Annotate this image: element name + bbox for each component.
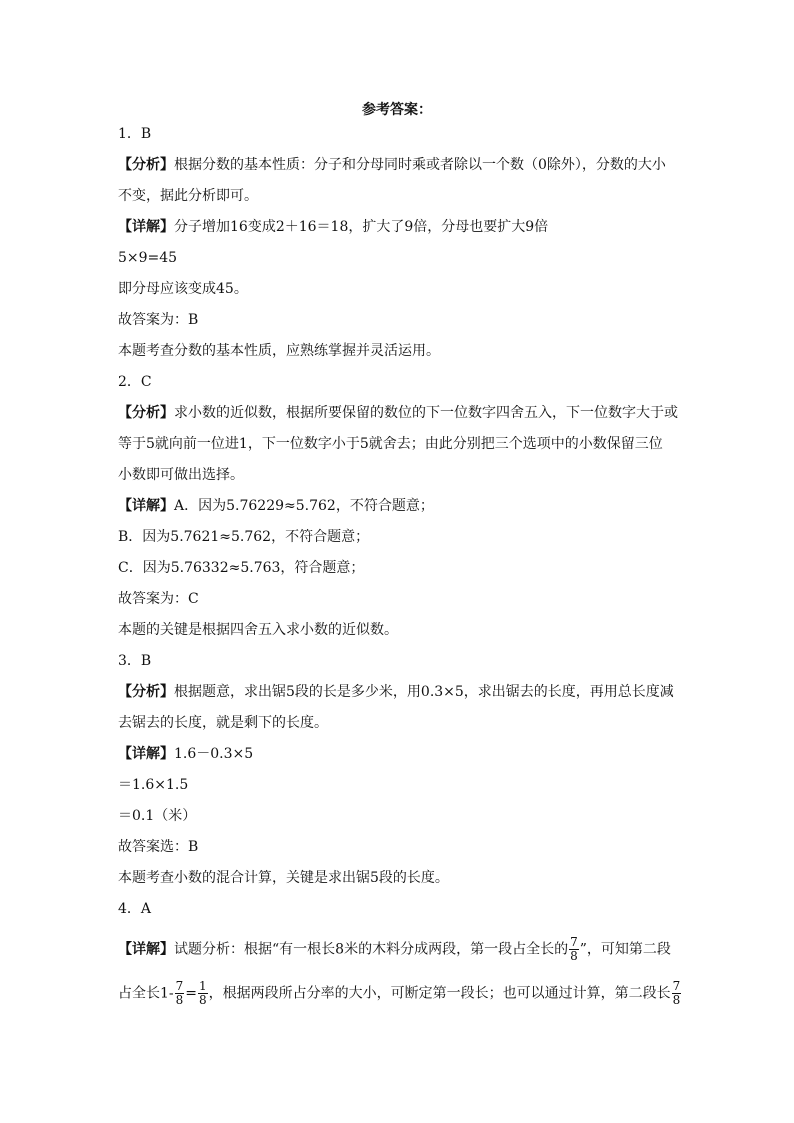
q2-analysis-line-3: 小数即可做出选择。 bbox=[118, 467, 244, 483]
q2-detail-a-text: A．因为5.76229≈5.762，不符合题意； bbox=[174, 498, 434, 514]
q3-answer: 故答案选：B bbox=[118, 839, 199, 855]
fraction-denominator: 8 bbox=[672, 993, 681, 1007]
fraction-numerator: 1 bbox=[199, 979, 207, 993]
q3-detail-line bbox=[118, 744, 678, 764]
analysis-tag: 【分析】 bbox=[118, 405, 174, 421]
fraction-seven-eighths bbox=[175, 980, 185, 1007]
fraction-one-eighth bbox=[198, 980, 208, 1007]
q3-header: 3．B bbox=[118, 653, 152, 669]
fraction-numerator: 7 bbox=[570, 935, 578, 949]
q4-detail-text-post: ”，可知第二段 bbox=[579, 941, 671, 958]
q2-analysis-line-1 bbox=[118, 403, 678, 423]
detail-tag: 【详解】 bbox=[118, 746, 174, 762]
q2-summary: 本题的关键是根据四舍五入求小数的近似数。 bbox=[118, 622, 398, 638]
q2-answer: 故答案为：C bbox=[118, 591, 199, 607]
fraction-denominator: 8 bbox=[175, 993, 184, 1007]
q3-step-2: ＝1.6×1.5 bbox=[118, 777, 189, 793]
q4-header: 4．A bbox=[118, 901, 152, 917]
analysis-tag: 【分析】 bbox=[118, 684, 174, 700]
page-title: 参考答案： bbox=[362, 102, 432, 118]
q1-answer: 故答案为：B bbox=[118, 312, 199, 328]
fraction-seven-eighths bbox=[569, 936, 579, 963]
q1-header: 1．B bbox=[118, 126, 152, 142]
q4-detail-l2-pre: 占全长1- bbox=[118, 985, 174, 1002]
q4-detail-l2-mid: ，根据两段所占分率的大小，可断定第一段长；也可以通过计算，第二段长 bbox=[208, 985, 671, 1002]
q3-detail-text: 1.6－0.3×5 bbox=[174, 746, 254, 762]
detail-tag: 【详解】 bbox=[118, 941, 174, 958]
fraction-denominator: 8 bbox=[570, 949, 578, 963]
equals-sign: = bbox=[185, 985, 198, 1002]
q1-detail-text: 分子增加16变成2＋16＝18，扩大了9倍，分母也要扩大9倍 bbox=[174, 219, 549, 235]
q2-detail-c: C．因为5.76332≈5.763，符合题意； bbox=[118, 560, 365, 576]
detail-tag: 【详解】 bbox=[118, 498, 174, 514]
fraction-numerator: 7 bbox=[672, 979, 681, 993]
q1-calc: 5×9=45 bbox=[118, 250, 178, 266]
q2-analysis-line-2: 等于5就向前一位进1，下一位数字小于5就舍去；由此分别把三个选项中的小数保留三位 bbox=[118, 436, 663, 452]
q2-detail-a bbox=[118, 496, 678, 516]
fraction-seven-eighths bbox=[672, 980, 682, 1007]
q3-summary: 本题考查小数的混合计算，关键是求出锯5段的长度。 bbox=[118, 870, 449, 886]
q4-detail-line-2 bbox=[118, 979, 681, 1007]
fraction-numerator: 7 bbox=[175, 979, 184, 993]
q4-detail-text-pre: 试题分析：根据“有一根长8米的木料分成两段，第一段占全长的 bbox=[174, 941, 569, 958]
q2-detail-b: B．因为5.7621≈5.762，不符合题意； bbox=[118, 529, 370, 545]
q3-step-3: ＝0.1（米） bbox=[118, 808, 197, 824]
q1-analysis-text: 根据分数的基本性质：分子和分母同时乘或者除以一个数（0除外），分数的大小 bbox=[174, 157, 666, 173]
q1-summary: 本题考查分数的基本性质，应熟练掌握并灵活运用。 bbox=[118, 343, 440, 359]
q1-analysis-line-2: 不变，据此分析即可。 bbox=[118, 188, 258, 204]
q2-header: 2．C bbox=[118, 374, 152, 390]
q3-analysis-line-2: 去锯去的长度，就是剩下的长度。 bbox=[118, 715, 328, 731]
q2-analysis-text: 求小数的近似数，根据所要保留的数位的下一位数字四舍五入，下一位数字大于或 bbox=[174, 405, 678, 421]
q1-analysis-line-1 bbox=[118, 155, 678, 175]
q1-detail-line bbox=[118, 217, 678, 237]
q3-analysis-text: 根据题意，求出锯5段的长是多少米，用0.3×5，求出锯去的长度，再用总长度减 bbox=[174, 684, 674, 700]
q3-analysis-line-1 bbox=[118, 682, 678, 702]
analysis-tag: 【分析】 bbox=[118, 157, 174, 173]
detail-tag: 【详解】 bbox=[118, 219, 174, 235]
q4-detail-line-1 bbox=[118, 936, 678, 963]
q1-result: 即分母应该变成45。 bbox=[118, 281, 248, 297]
fraction-denominator: 8 bbox=[199, 993, 207, 1007]
